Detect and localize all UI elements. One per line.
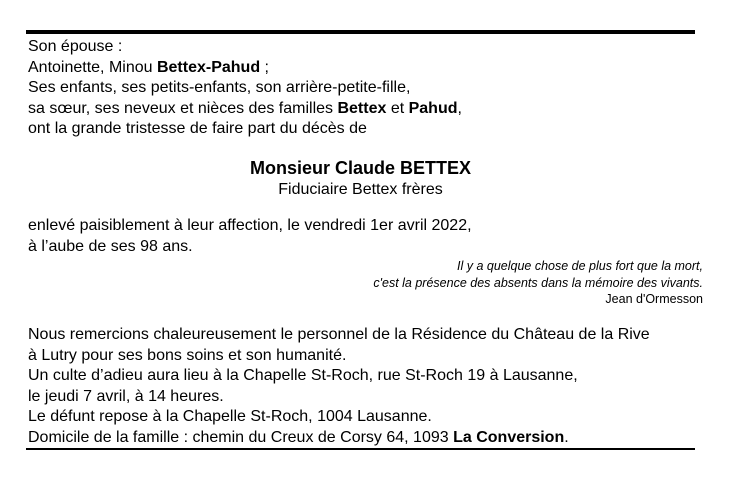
memorial-quote: [373, 258, 703, 308]
spouse-names: [28, 58, 462, 79]
bottom-rule: [26, 448, 695, 450]
spouse-punctuation: ;: [260, 58, 269, 76]
spouse-first-names: Antoinette, Minou: [28, 58, 157, 76]
extended-family-line: [28, 99, 462, 120]
extended-family-punctuation: ,: [457, 99, 462, 117]
death-age-line: à l’aube de ses 98 ans.: [28, 237, 193, 255]
deceased-name: Monsieur Claude BETTEX: [249, 158, 472, 178]
deceased-profession: Fiduciaire Bettex frères: [278, 181, 443, 198]
death-details: [28, 216, 472, 257]
spouse-heading: Son épouse :: [28, 38, 123, 55]
family-address-punctuation: .: [564, 428, 569, 446]
service-line-1: Un culte d’adieu aura lieu à la Chapelle St-Roch, rue St-Roch 19 à Lausanne,: [28, 367, 578, 385]
family-address-text: Domicile de la famille : chemin du Creux de Corsy 64, 1093: [28, 428, 454, 446]
death-date-line: enlevé paisiblement à leur affection, le vendredi 1er avril 2022,: [28, 217, 472, 234]
quote-line-1: Il y a quelque chose de plus fort que la mort,: [457, 259, 703, 273]
thanks-line-2: à Lutry pour ses bons soins et son humanité.: [28, 346, 347, 364]
family-name-pahud: Pahud: [408, 99, 458, 117]
top-rule: [26, 30, 695, 34]
spouse-surname: Bettex-Pahud: [156, 58, 261, 76]
children-line: Ses enfants, ses petits-enfants, son arrière-petite-fille,: [28, 79, 411, 97]
thanks-line-1: Nous remercions chaleureusement le personnel de la Résidence du Château de la Rive: [28, 326, 650, 343]
family-name-bettex: Bettex: [337, 99, 387, 117]
extended-family-conjunction: et: [386, 99, 409, 117]
repose-line: Le défunt repose à la Chapelle St-Roch, 1004 Lausanne.: [28, 408, 432, 426]
service-information: [28, 325, 650, 449]
announcement-line: ont la grande tristesse de faire part du décès de: [28, 120, 367, 138]
family-announcement: [28, 37, 462, 140]
quote-line-2: c'est la présence des absents dans la mémoire des vivants.: [373, 275, 703, 290]
family-address-line: [28, 428, 650, 449]
service-line-2: le jeudi 7 avril, à 14 heures.: [28, 387, 224, 405]
quote-author: Jean d'Ormesson: [605, 292, 703, 307]
extended-family-text: sa sœur, ses neveux et nièces des familles: [28, 99, 338, 117]
family-address-locality: La Conversion: [453, 428, 565, 446]
